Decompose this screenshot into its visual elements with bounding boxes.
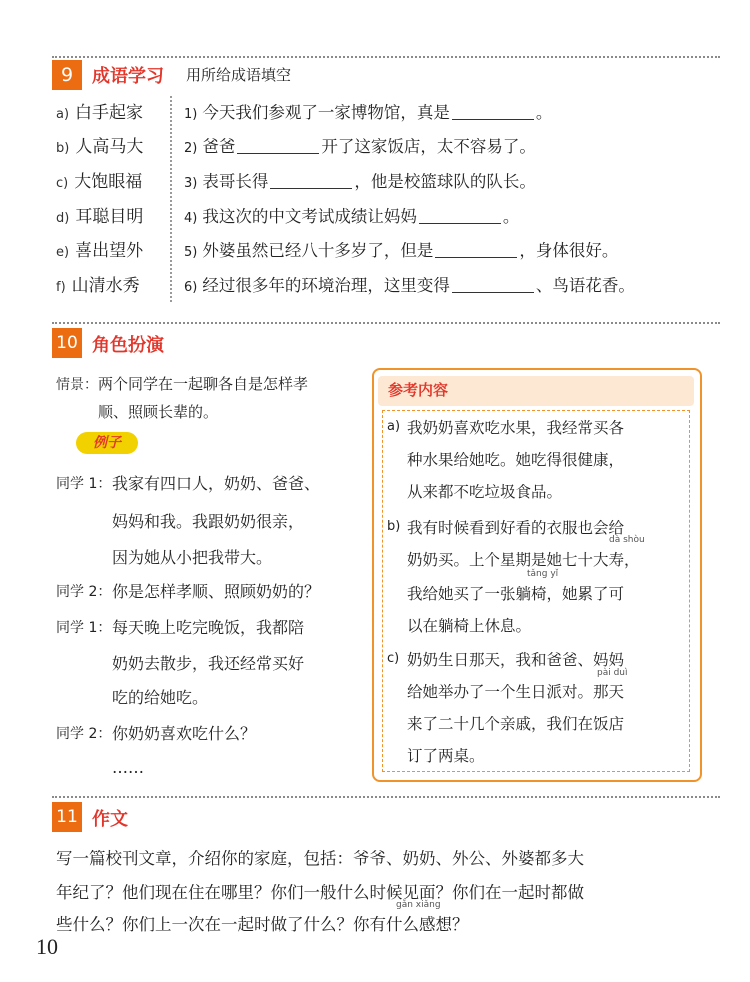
composition-line: 年纪了？他们现在住在哪里？你们一般什么时候见面？你们在一起时都做 xyxy=(56,883,584,902)
reference-line: 奶奶买。上个星期是她七十大寿， xyxy=(407,551,640,569)
pinyin: dà shòu xyxy=(609,535,645,545)
section-title: 成语学习 xyxy=(92,66,164,87)
pinyin: tǎng yǐ xyxy=(527,569,559,579)
sentence-item: 6) 经过很多年的环境治理，这里变得 、鸟语花香。 xyxy=(184,276,635,295)
reference-line: 我给她买了一张躺椅，她累了可 xyxy=(407,585,625,603)
scenario-text: 情景：两个同学在一起聊各自是怎样孝 xyxy=(56,375,309,393)
reference-letter: a) xyxy=(387,419,401,434)
sentence-item: 2) 爸爸 开了这家饭店，太不容易了。 xyxy=(184,137,536,156)
reference-header xyxy=(378,376,694,406)
section-number-badge: 9 xyxy=(52,60,82,90)
idiom-item: e) 喜出望外 xyxy=(56,241,144,261)
dialogue-line: 妈妈和我。我跟奶奶很亲， xyxy=(112,512,305,531)
reference-letter: c) xyxy=(387,651,400,666)
section-divider xyxy=(52,322,720,324)
speaker-label: 同学 2： xyxy=(56,584,112,600)
fill-blank[interactable] xyxy=(270,187,352,189)
sentence-item: 5) 外婆虽然已经八十多岁了，但是 ，身体很好。 xyxy=(184,241,619,260)
fill-blank[interactable] xyxy=(452,291,534,293)
dialogue-line: 我家有四口人，奶奶、爸爸、 xyxy=(112,474,321,493)
dialogue-line: 你是怎样孝顺、照顾奶奶的？ xyxy=(112,582,321,601)
reference-line: 来了二十几个亲戚，我们在饭店 xyxy=(407,715,625,733)
dialogue-line: 因为她从小把我带大。 xyxy=(112,548,273,567)
section-number-badge: 10 xyxy=(52,328,82,358)
reference-line: 我有时候看到好看的衣服也会给 xyxy=(407,519,625,537)
pinyin: gǎn xiǎng xyxy=(396,900,441,910)
dialogue-line: 你奶奶喜欢吃什么？ xyxy=(112,724,257,743)
reference-content xyxy=(382,410,690,772)
reference-line: 我奶奶喜欢吃水果，我经常买各 xyxy=(407,419,625,437)
reference-line: 以在躺椅上休息。 xyxy=(407,617,532,635)
dialogue-line: 每天晚上吃完晚饭，我都陪 xyxy=(112,618,305,637)
fill-blank[interactable] xyxy=(435,256,517,258)
pinyin: pài duì xyxy=(597,668,628,678)
reference-line: 种水果给她吃。她吃得很健康， xyxy=(407,451,625,469)
section-divider xyxy=(52,796,720,798)
page-number: 10 xyxy=(36,934,58,959)
dialogue-line: 吃的给她吃。 xyxy=(112,688,209,707)
column-divider xyxy=(170,96,172,302)
example-tag: 例子 xyxy=(76,432,138,454)
reference-line: 从来都不吃垃圾食品。 xyxy=(407,483,563,501)
speaker-label: 同学 2： xyxy=(56,726,112,742)
sentence-item: 3) 表哥长得 ，他是校篮球队的队长。 xyxy=(184,172,536,191)
fill-blank[interactable] xyxy=(237,152,319,154)
idiom-item: f) 山清水秀 xyxy=(56,276,140,296)
reference-box xyxy=(372,368,702,782)
speaker-label: 同学 1： xyxy=(56,620,112,636)
sentence-item: 4) 我这次的中文考试成绩让妈妈 。 xyxy=(184,207,520,226)
idiom-item: d) 耳聪目明 xyxy=(56,207,144,227)
speaker-label: 同学 1： xyxy=(56,476,112,492)
idiom-item: c) 大饱眼福 xyxy=(56,172,143,192)
reference-letter: b) xyxy=(387,519,401,534)
composition-line: 些什么？你们上一次在一起时做了什么？你有什么感想？ xyxy=(56,915,469,934)
fill-blank[interactable] xyxy=(452,118,534,120)
section-title: 作文 xyxy=(92,809,128,830)
reference-line: 给她举办了一个生日派对。那天 xyxy=(407,683,625,701)
composition-line: 写一篇校刊文章，介绍你的家庭，包括：爷爷、奶奶、外公、外婆都多大 xyxy=(56,849,584,868)
idiom-item: a) 白手起家 xyxy=(56,103,144,123)
fill-blank[interactable] xyxy=(419,222,501,224)
idiom-item: b) 人高马大 xyxy=(56,137,144,157)
ellipsis: …… xyxy=(112,758,144,777)
reference-line: 订了两桌。 xyxy=(407,747,485,765)
sentence-item: 1) 今天我们参观了一家博物馆，真是 。 xyxy=(184,103,553,122)
section-divider xyxy=(52,56,720,58)
section-title: 角色扮演 xyxy=(92,335,164,356)
reference-line: 奶奶生日那天，我和爸爸、妈妈 xyxy=(407,651,625,669)
scenario-text-cont: 顺、照顾长辈的。 xyxy=(98,403,219,421)
section-instruction: 用所给成语填空 xyxy=(186,66,292,84)
section-number-badge: 11 xyxy=(52,802,82,832)
reference-title: 参考内容 xyxy=(388,381,449,399)
dialogue-line: 奶奶去散步，我还经常买好 xyxy=(112,654,305,673)
